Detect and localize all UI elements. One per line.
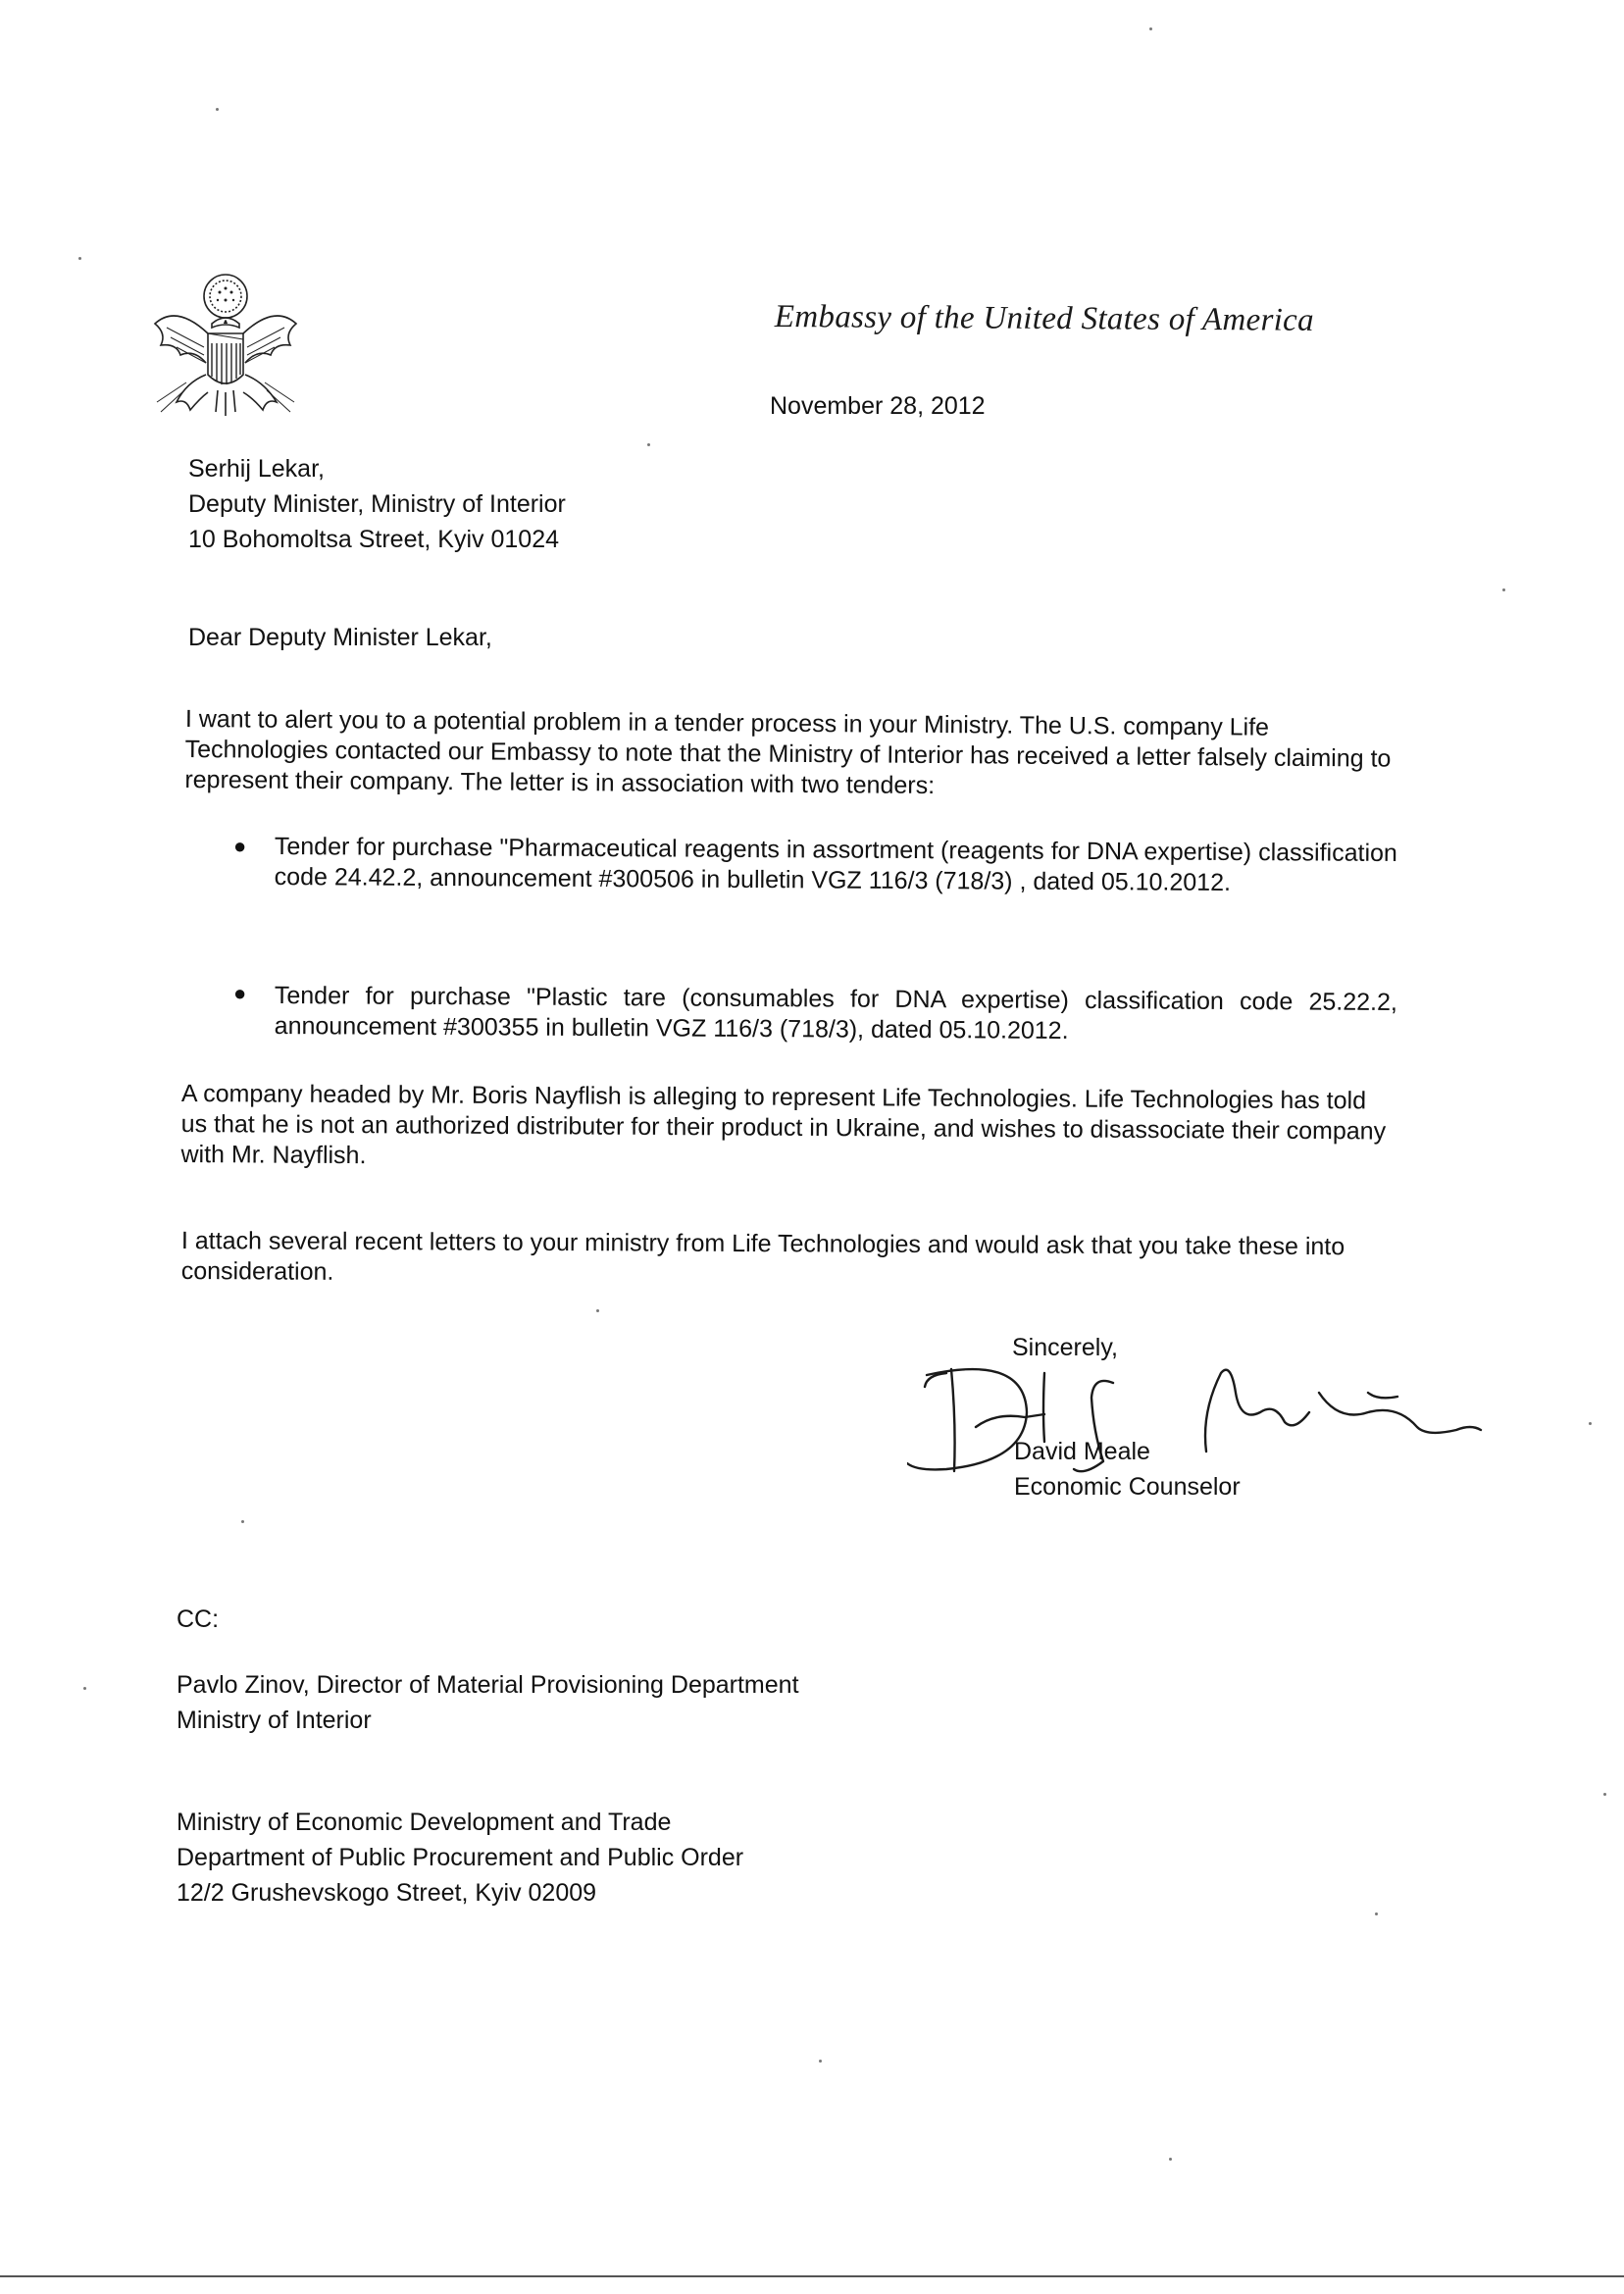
- scan-speck: [216, 108, 219, 111]
- cc-recipient-1: [177, 1667, 799, 1738]
- scan-speck: [241, 1520, 244, 1523]
- recipient-title: Deputy Minister, Ministry of Interior: [188, 490, 566, 518]
- scan-speck: [1149, 27, 1152, 30]
- scan-speck: [83, 1687, 86, 1690]
- scan-speck: [78, 257, 81, 260]
- cc-recipient-2: [177, 1805, 743, 1911]
- scan-speck: [1603, 1793, 1606, 1796]
- cc-recipient-2-line-3: 12/2 Grushevskogo Street, Kyiv 02009: [177, 1879, 597, 1907]
- tender-item-2: Tender for purchase "Plastic tare (consumables for DNA expertise) classification code 25.22.2, announcement #300355 in bulletin VGZ 116/3 (718/3), dated 05.10.2012.: [274, 982, 1397, 1045]
- bullet-icon: ●: [233, 834, 247, 858]
- scan-speck: [596, 1309, 599, 1312]
- bullet-icon: ●: [233, 981, 247, 1005]
- recipient-street: 10 Bohomoltsa Street, Kyiv 01024: [188, 526, 560, 553]
- cc-recipient-2-line-2: Department of Public Procurement and Public Order: [177, 1844, 744, 1871]
- great-seal-icon: [147, 265, 304, 432]
- body-paragraph-3: I attach several recent letters to your ministry from Life Technologies and would ask that you take these into consideration.: [180, 1227, 1345, 1286]
- scan-speck: [1375, 1912, 1378, 1915]
- recipient-address: [188, 451, 566, 557]
- scan-speck: [647, 443, 650, 446]
- letter-date: November 28, 2012: [770, 392, 986, 420]
- embassy-name: Embassy of the United States of America: [774, 299, 1315, 338]
- cc-recipient-1-line-2: Ministry of Interior: [177, 1707, 372, 1734]
- intro-paragraph: I want to alert you to a potential problem in a tender process in your Ministry. The U.S. company Life Technologies contacted our Embassy to note that the Ministry of Interior has received a letter falsely claiming to represent their company. The letter is in association with two tenders:: [184, 704, 1392, 800]
- scan-speck: [1169, 2158, 1172, 2161]
- scan-speck: [1589, 1422, 1592, 1425]
- cc-recipient-1-line-1: Pavlo Zinov, Director of Material Provisioning Department: [177, 1671, 799, 1699]
- tender-item-1: Tender for purchase "Pharmaceutical reagents in assortment (reagents for DNA expertise) classification code 24.42.2, announcement #300506 in bulletin VGZ 116/3 (718/3) , dated 05.10.2012.: [274, 833, 1397, 896]
- salutation: Dear Deputy Minister Lekar,: [188, 624, 492, 651]
- scan-speck: [819, 2060, 822, 2063]
- signer-title: Economic Counselor: [1014, 1473, 1241, 1501]
- scan-speck: [1502, 588, 1505, 591]
- cc-label: CC:: [177, 1606, 220, 1633]
- signer-block: [1014, 1434, 1241, 1504]
- bottom-scan-edge: [0, 2275, 1624, 2277]
- valediction: Sincerely,: [1012, 1334, 1118, 1361]
- signer-name: David Meale: [1014, 1438, 1150, 1465]
- body-paragraph-2: A company headed by Mr. Boris Nayflish is alleging to represent Life Technologies. Life Technologies has told us that he is not an authorized distributer for their product in Ukraine, and wishes to disassociate their company with Mr. Nayflish.: [180, 1080, 1387, 1170]
- recipient-name: Serhij Lekar,: [188, 455, 325, 483]
- cc-recipient-2-line-1: Ministry of Economic Development and Trade: [177, 1809, 672, 1836]
